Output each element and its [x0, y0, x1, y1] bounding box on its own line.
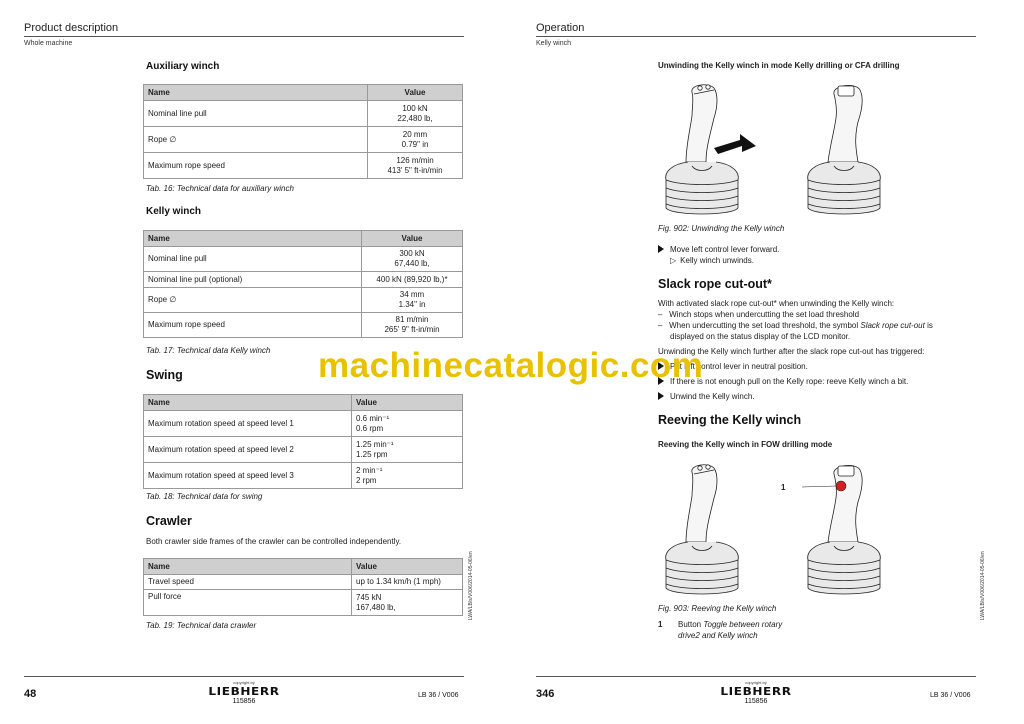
crawler-caption: Tab. 19: Technical data crawler	[146, 621, 257, 630]
value-line: 1.25 min⁻¹	[356, 439, 394, 449]
right-header-title: Operation	[536, 22, 585, 34]
col-value-header: Value	[352, 559, 463, 575]
item-text: When undercutting the set load threshold, the symbol	[669, 321, 861, 330]
action-arrow-icon	[658, 392, 664, 400]
left-joystick	[666, 465, 739, 594]
table-row	[144, 313, 463, 338]
result-text: Kelly winch unwinds.	[680, 256, 754, 265]
table-row	[144, 101, 463, 127]
swing-caption: Tab. 18: Technical data for swing	[146, 492, 263, 501]
table-cell-value	[368, 127, 463, 153]
value-line: 265' 9" ft-in/min	[384, 325, 440, 334]
col-name-header: Name	[144, 559, 352, 575]
forward-arrow	[714, 134, 756, 154]
value-line: 126 m/min	[396, 155, 434, 165]
kelly-winch-caption: Tab. 17: Technical data Kelly winch	[146, 346, 271, 355]
dash-marker: –	[658, 310, 670, 319]
value-line: 81 m/min	[395, 315, 429, 324]
table-cell-value	[352, 411, 463, 437]
slack-rope-intro: With activated slack rope cut-out* when unwinding the Kelly winch:	[658, 299, 895, 308]
left-header-subtitle: Whole machine	[24, 40, 73, 47]
slack-rope-para-2: Unwinding the Kelly winch further after the slack rope cut-out has triggered:	[658, 347, 925, 356]
slack-rope-item-2-cont: displayed on the status display of the LCD monitor.	[670, 332, 851, 341]
crawler-table	[143, 558, 463, 616]
aux-winch-caption: Tab. 16: Technical data for auxiliary winch	[146, 184, 294, 193]
table-cell-name: Maximum rope speed	[144, 313, 362, 338]
aux-winch-table	[143, 84, 463, 179]
unwinding-step-1	[658, 244, 779, 255]
legend-text: Button	[678, 620, 704, 629]
slack-rope-symbol-name: Slack rope cut-out	[860, 321, 925, 330]
value-line: 0.79" in	[401, 139, 429, 149]
col-value-header: Value	[368, 85, 463, 101]
model-version: LB 36 / V006	[418, 692, 459, 699]
reeving-subheading: Reeving the Kelly winch in FOW drilling mode	[658, 440, 833, 449]
dash-marker: –	[658, 321, 670, 330]
table-row	[144, 272, 463, 288]
action-arrow-icon	[658, 245, 664, 253]
table-cell-value	[352, 437, 463, 463]
table-cell-name: Travel speed	[144, 575, 352, 590]
table-row	[144, 153, 463, 179]
value-line: 0.6 min⁻¹	[356, 413, 390, 423]
figure-unwinding-joysticks	[652, 80, 972, 220]
table-row	[144, 437, 463, 463]
unwinding-heading: Unwinding the Kelly winch in mode Kelly drilling or CFA drilling	[658, 61, 900, 70]
table-row	[144, 411, 463, 437]
item-text: is	[924, 321, 933, 330]
table-cell-value	[362, 288, 463, 313]
table-cell-value	[362, 272, 463, 288]
table-header-row	[144, 395, 463, 411]
page-number: 346	[536, 688, 555, 700]
step-text: If there is not enough pull on the Kelly rope: reeve Kelly winch a bit.	[670, 377, 909, 386]
step-text: Put left control lever in neutral position.	[670, 362, 808, 371]
value-line: 745 kN	[356, 592, 382, 602]
col-name-header: Name	[144, 85, 368, 101]
right-header-rule	[536, 36, 976, 37]
table-header-row	[144, 85, 463, 101]
document-number: 115856	[232, 698, 256, 705]
table-cell-name: Pull force	[144, 590, 352, 616]
table-cell-name: Rope ∅	[144, 288, 362, 313]
kelly-winch-table	[143, 230, 463, 338]
slack-rope-step-3	[658, 391, 754, 402]
table-row	[144, 463, 463, 489]
table-cell-name: Maximum rotation speed at speed level 2	[144, 437, 352, 463]
fig-903-caption: Fig. 903: Reeving the Kelly winch	[658, 604, 777, 613]
value-line: 0.6 rpm	[356, 423, 384, 433]
reeving-heading: Reeving the Kelly winch	[658, 413, 802, 427]
toggle-button-highlight	[836, 481, 846, 491]
unwinding-result-1	[670, 255, 754, 266]
table-cell-value	[368, 101, 463, 127]
figure-reeving-joysticks	[652, 460, 972, 600]
aux-winch-heading: Auxiliary winch	[146, 61, 220, 72]
table-row	[144, 247, 463, 272]
value-line: 400 kN (89,920 lb,)*	[376, 274, 448, 284]
page-number: 48	[24, 688, 37, 700]
step-text: Unwind the Kelly winch.	[670, 392, 755, 401]
value-line: up to 1.34 km/h (1 mph)	[356, 577, 441, 586]
table-cell-value	[362, 313, 463, 338]
legend-item-text-cont: drive2 and Kelly winch	[678, 631, 758, 640]
table-cell-name: Maximum rotation speed at speed level 3	[144, 463, 352, 489]
swing-table	[143, 394, 463, 489]
col-value-header: Value	[362, 231, 463, 247]
value-line: 22,480 lb,	[397, 113, 433, 123]
slack-rope-heading: Slack rope cut-out*	[658, 277, 772, 291]
item-text: Winch stops when undercutting the set load threshold	[669, 310, 860, 319]
value-line: 300 kN	[399, 249, 425, 258]
crawler-heading: Crawler	[146, 514, 192, 528]
copyright-note: copyright by	[745, 680, 767, 685]
table-header-row	[144, 231, 463, 247]
copyright-note: copyright by	[233, 680, 255, 685]
value-line: 100 kN	[402, 103, 428, 113]
table-row	[144, 288, 463, 313]
table-cell-value	[352, 575, 463, 590]
table-cell-value	[352, 463, 463, 489]
left-header-rule	[24, 36, 464, 37]
kelly-winch-heading: Kelly winch	[146, 206, 202, 217]
legend-item-number: 1	[658, 620, 663, 629]
col-name-header: Name	[144, 231, 362, 247]
side-document-code: LWA/LB/s/V006/2014-05-06/en	[980, 551, 986, 620]
value-line: 2 min⁻¹	[356, 465, 383, 475]
value-line: 34 mm	[399, 290, 425, 299]
table-cell-value	[368, 153, 463, 179]
model-version: LB 36 / V006	[930, 692, 971, 699]
left-header-title: Product description	[24, 22, 119, 34]
value-line: 67,440 lb,	[394, 259, 430, 268]
col-value-header: Value	[352, 395, 463, 411]
table-cell-name: Nominal line pull (optional)	[144, 272, 362, 288]
value-line: 413' 5" ft-in/min	[387, 165, 443, 175]
table-row	[144, 127, 463, 153]
swing-heading: Swing	[146, 368, 183, 382]
value-line: 1.34" in	[398, 300, 426, 309]
table-cell-name: Nominal line pull	[144, 247, 362, 272]
document-number: 115856	[744, 698, 768, 705]
slack-rope-item-2	[658, 320, 933, 331]
legend-item-text	[678, 619, 782, 630]
right-header-subtitle: Kelly winch	[536, 40, 572, 47]
crawler-intro: Both crawler side frames of the crawler can be controlled independently.	[146, 537, 402, 546]
table-cell-value	[352, 590, 463, 616]
step-text: Move left control lever forward.	[670, 245, 780, 254]
value-line: 1.25 rpm	[356, 449, 388, 459]
liebherr-logo: LIEBHERR	[208, 686, 280, 698]
table-cell-value	[362, 247, 463, 272]
table-cell-name: Maximum rope speed	[144, 153, 368, 179]
value-line: 2 rpm	[356, 475, 377, 485]
right-footer-rule	[536, 676, 976, 677]
result-arrow-icon: ▷	[670, 256, 677, 265]
value-line: 167,480 lb,	[356, 602, 396, 612]
legend-text-italic: Toggle between rotary	[703, 620, 783, 629]
callout-line	[802, 486, 836, 487]
slack-rope-item-1	[658, 309, 859, 320]
table-cell-name: Maximum rotation speed at speed level 1	[144, 411, 352, 437]
right-joystick	[808, 85, 881, 214]
table-row	[144, 575, 463, 590]
table-cell-name: Nominal line pull	[144, 101, 368, 127]
col-name-header: Name	[144, 395, 352, 411]
fig-902-caption: Fig. 902: Unwinding the Kelly winch	[658, 224, 785, 233]
left-footer-rule	[24, 676, 464, 677]
table-row	[144, 590, 463, 616]
table-cell-name: Rope ∅	[144, 127, 368, 153]
value-line: 20 mm	[402, 129, 428, 139]
liebherr-logo: LIEBHERR	[720, 686, 792, 698]
side-document-code: LWA/LB/s/V006/2014-05-06/en	[468, 551, 474, 620]
table-header-row	[144, 559, 463, 575]
watermark-text: machinecatalogic.com	[318, 346, 704, 385]
callout-number: 1	[781, 483, 786, 492]
